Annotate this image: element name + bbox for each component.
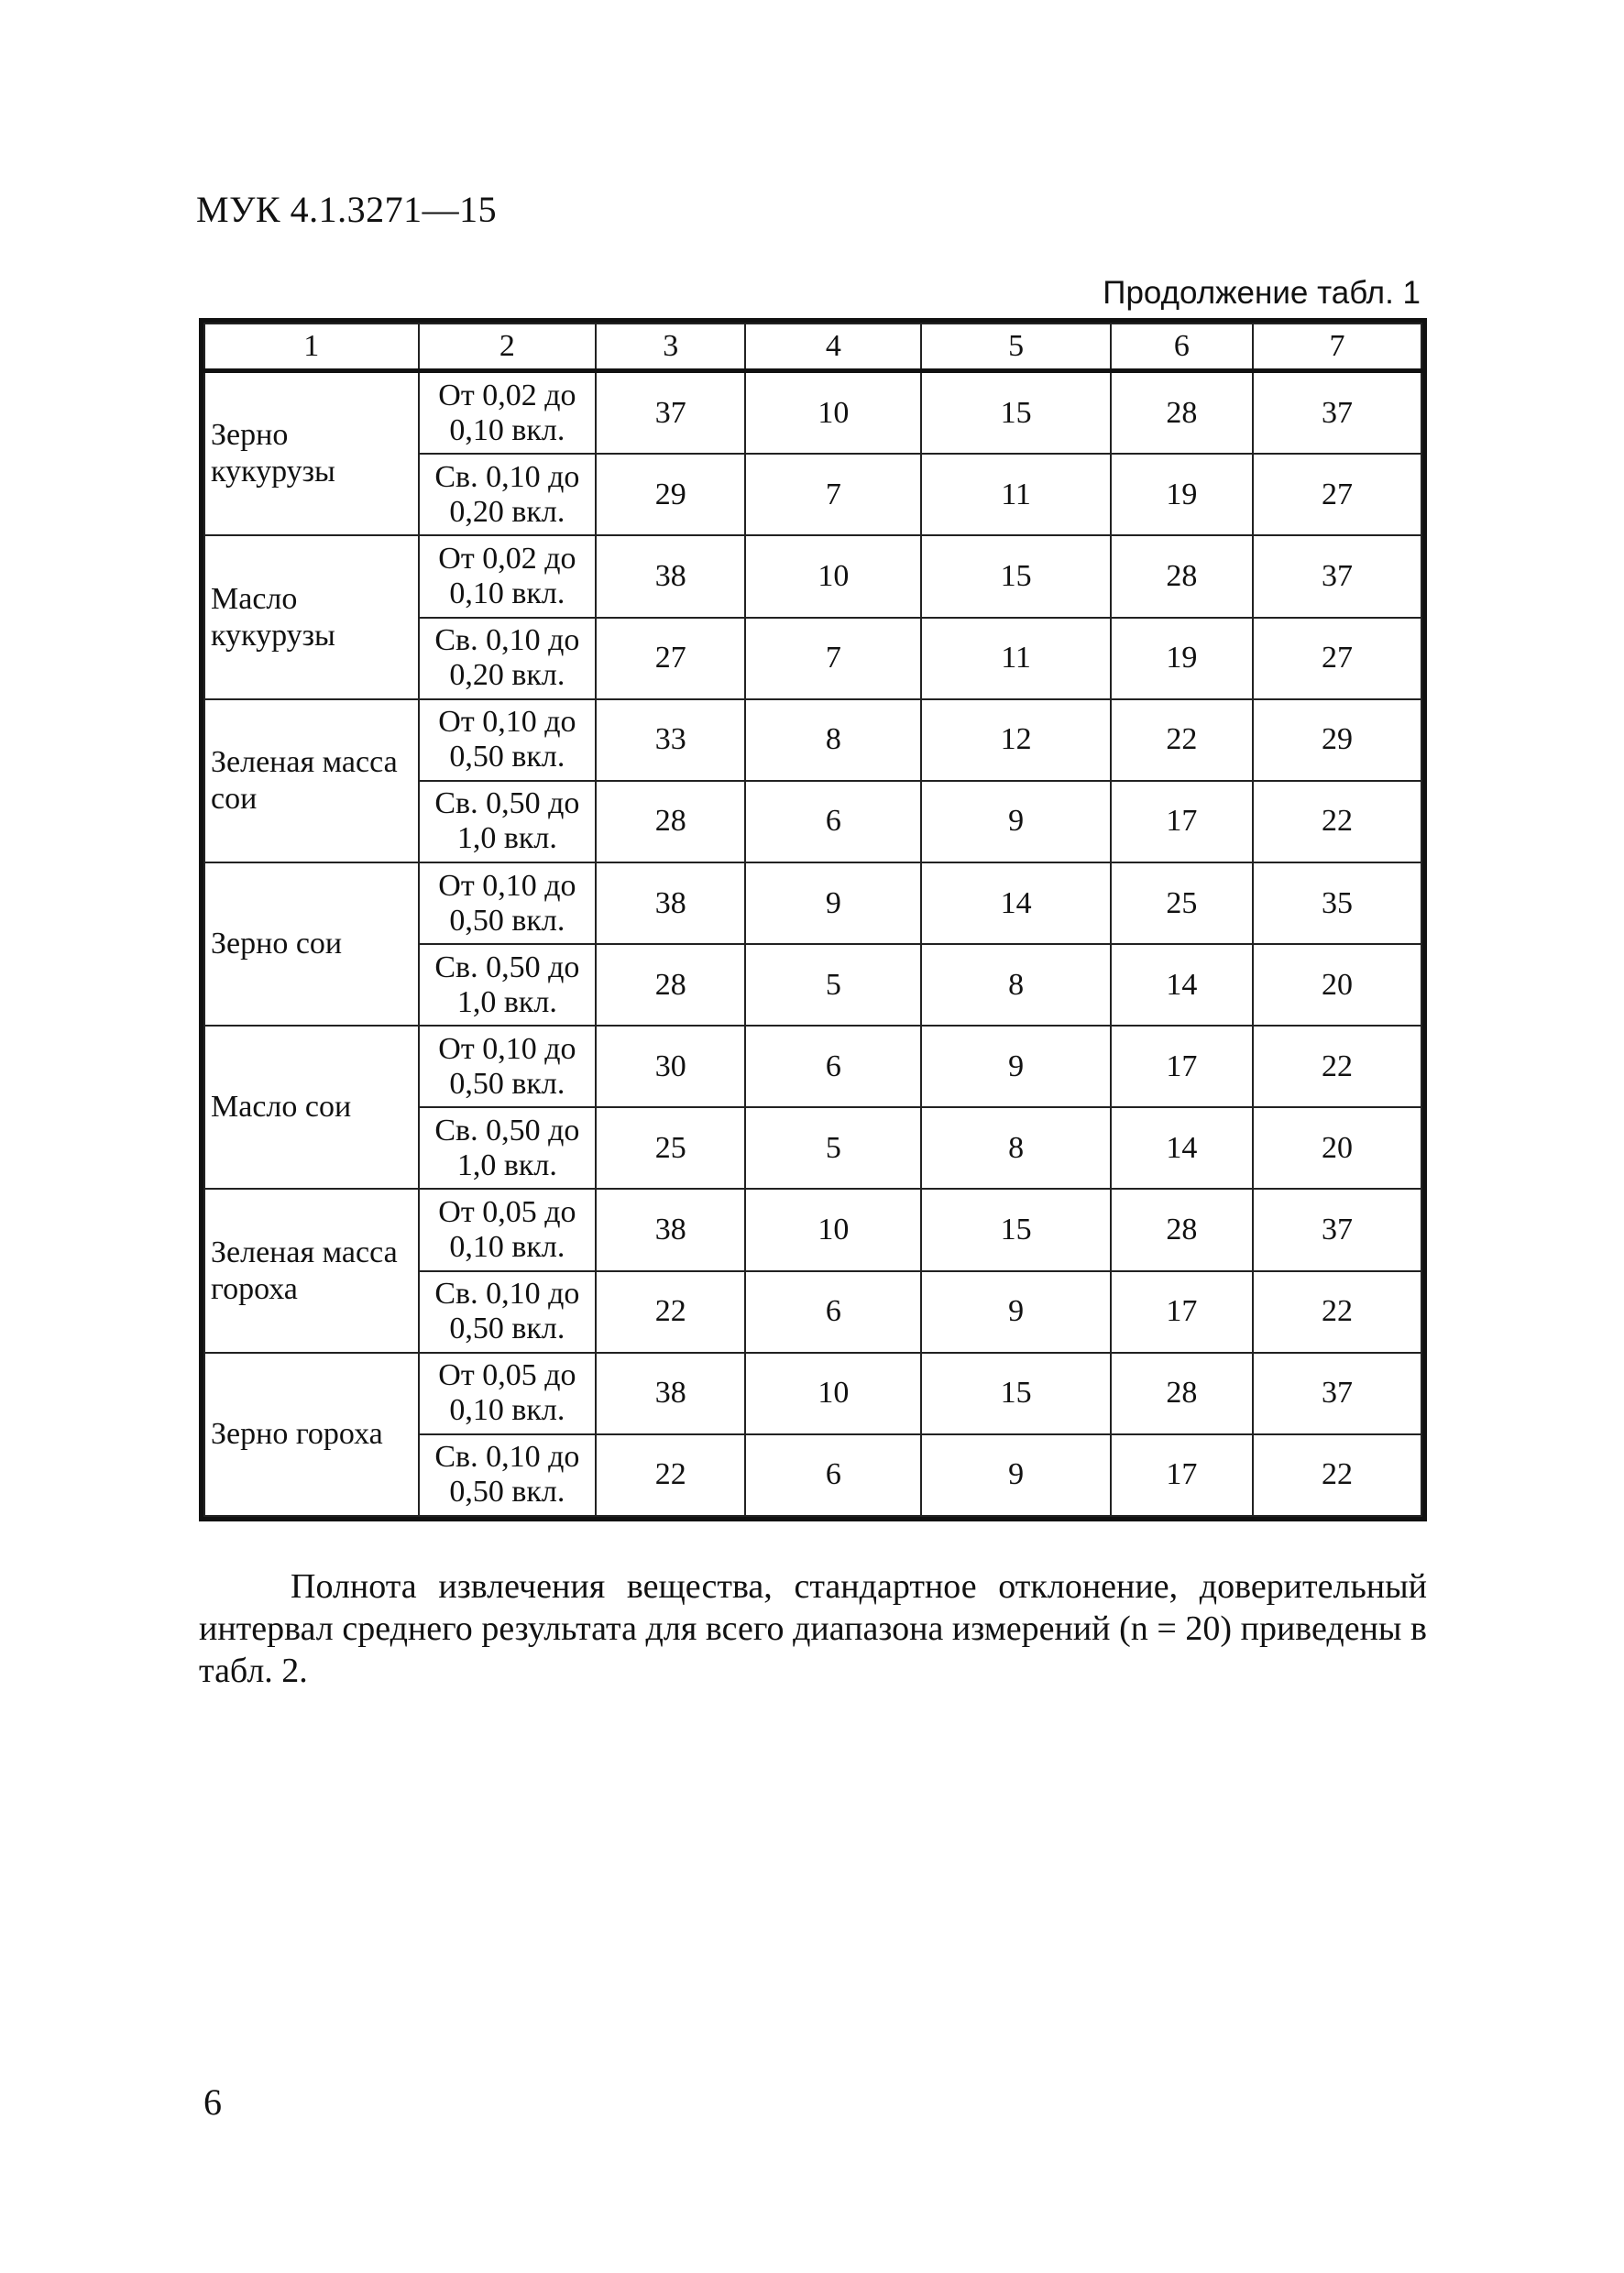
body-paragraph — [199, 1565, 1427, 1692]
value-cell: 22 — [596, 1434, 745, 1516]
value-cell: 9 — [921, 781, 1110, 862]
value-cell: 6 — [745, 1026, 921, 1107]
value-cell: 20 — [1253, 1107, 1421, 1189]
value-cell: 30 — [596, 1026, 745, 1107]
value-cell: 19 — [1111, 454, 1253, 535]
concentration-range-cell: Св. 0,10 до 0,20 вкл. — [419, 618, 597, 699]
value-cell: 10 — [745, 1189, 921, 1270]
table-continuation-label: Продолжение табл. 1 — [1103, 275, 1421, 311]
value-cell: 28 — [596, 944, 745, 1026]
concentration-range-cell: Св. 0,50 до 1,0 вкл. — [419, 944, 597, 1026]
concentration-range-cell: Св. 0,50 до 1,0 вкл. — [419, 781, 597, 862]
value-cell: 27 — [596, 618, 745, 699]
concentration-range-cell: От 0,05 до 0,10 вкл. — [419, 1189, 597, 1270]
concentration-range-cell: От 0,05 до 0,10 вкл. — [419, 1353, 597, 1434]
data-table — [203, 323, 1422, 1517]
value-cell: 10 — [745, 371, 921, 455]
value-cell: 38 — [596, 535, 745, 617]
table-row — [204, 1026, 1421, 1107]
concentration-range-cell: Св. 0,10 до 0,50 вкл. — [419, 1271, 597, 1353]
concentration-range-cell: От 0,02 до 0,10 вкл. — [419, 371, 597, 455]
product-name-cell: Масло кукурузы — [204, 535, 419, 698]
concentration-range-cell: От 0,10 до 0,50 вкл. — [419, 1026, 597, 1107]
column-header: 5 — [921, 324, 1110, 371]
value-cell: 14 — [921, 862, 1110, 944]
column-header: 3 — [596, 324, 745, 371]
value-cell: 28 — [1111, 371, 1253, 455]
table-row — [204, 862, 1421, 944]
product-name-cell: Зеленая масса гороха — [204, 1189, 419, 1352]
value-cell: 22 — [1253, 1434, 1421, 1516]
value-cell: 8 — [745, 699, 921, 781]
value-cell: 25 — [1111, 862, 1253, 944]
value-cell: 37 — [596, 371, 745, 455]
value-cell: 37 — [1253, 535, 1421, 617]
value-cell: 5 — [745, 944, 921, 1026]
product-name-cell: Масло сои — [204, 1026, 419, 1189]
value-cell: 38 — [596, 1353, 745, 1434]
value-cell: 35 — [1253, 862, 1421, 944]
value-cell: 15 — [921, 1189, 1110, 1270]
column-header: 2 — [419, 324, 597, 371]
value-cell: 27 — [1253, 454, 1421, 535]
value-cell: 19 — [1111, 618, 1253, 699]
data-table-frame — [199, 318, 1427, 1521]
concentration-range-cell: От 0,02 до 0,10 вкл. — [419, 535, 597, 617]
table-row — [204, 699, 1421, 781]
value-cell: 9 — [921, 1434, 1110, 1516]
value-cell: 5 — [745, 1107, 921, 1189]
product-name-cell: Зерно гороха — [204, 1353, 419, 1516]
value-cell: 9 — [745, 862, 921, 944]
value-cell: 8 — [921, 944, 1110, 1026]
value-cell: 17 — [1111, 1271, 1253, 1353]
concentration-range-cell: Св. 0,10 до 0,20 вкл. — [419, 454, 597, 535]
product-name-cell: Зерно кукурузы — [204, 371, 419, 536]
value-cell: 8 — [921, 1107, 1110, 1189]
concentration-range-cell: Св. 0,50 до 1,0 вкл. — [419, 1107, 597, 1189]
column-header: 6 — [1111, 324, 1253, 371]
value-cell: 7 — [745, 454, 921, 535]
table-row — [204, 1189, 1421, 1270]
column-header: 1 — [204, 324, 419, 371]
page-number: 6 — [203, 2081, 222, 2123]
value-cell: 11 — [921, 618, 1110, 699]
table-row — [204, 535, 1421, 617]
product-name-cell: Зеленая масса сои — [204, 699, 419, 862]
table-row — [204, 1353, 1421, 1434]
value-cell: 28 — [1111, 535, 1253, 617]
value-cell: 15 — [921, 371, 1110, 455]
value-cell: 6 — [745, 1434, 921, 1516]
column-header: 4 — [745, 324, 921, 371]
concentration-range-cell: Св. 0,10 до 0,50 вкл. — [419, 1434, 597, 1516]
value-cell: 38 — [596, 862, 745, 944]
value-cell: 22 — [1253, 781, 1421, 862]
column-header: 7 — [1253, 324, 1421, 371]
value-cell: 22 — [1111, 699, 1253, 781]
value-cell: 17 — [1111, 1026, 1253, 1107]
value-cell: 11 — [921, 454, 1110, 535]
value-cell: 9 — [921, 1026, 1110, 1107]
value-cell: 15 — [921, 1353, 1110, 1434]
paragraph-text: Полнота извлечения вещества, стандартное отклонение, доверительный интервал среднего результата для всего диапазона измерений (n = 20) приведены в табл. 2. — [199, 1567, 1427, 1690]
value-cell: 28 — [1111, 1189, 1253, 1270]
concentration-range-cell: От 0,10 до 0,50 вкл. — [419, 862, 597, 944]
concentration-range-cell: От 0,10 до 0,50 вкл. — [419, 699, 597, 781]
value-cell: 12 — [921, 699, 1110, 781]
value-cell: 37 — [1253, 1353, 1421, 1434]
table-row — [204, 371, 1421, 455]
value-cell: 15 — [921, 535, 1110, 617]
value-cell: 37 — [1253, 371, 1421, 455]
value-cell: 9 — [921, 1271, 1110, 1353]
value-cell: 22 — [596, 1271, 745, 1353]
value-cell: 20 — [1253, 944, 1421, 1026]
value-cell: 28 — [1111, 1353, 1253, 1434]
value-cell: 17 — [1111, 781, 1253, 862]
product-name-cell: Зерно сои — [204, 862, 419, 1026]
value-cell: 22 — [1253, 1026, 1421, 1107]
value-cell: 25 — [596, 1107, 745, 1189]
value-cell: 37 — [1253, 1189, 1421, 1270]
value-cell: 29 — [596, 454, 745, 535]
document-code: МУК 4.1.3271—15 — [196, 189, 498, 230]
value-cell: 29 — [1253, 699, 1421, 781]
value-cell: 10 — [745, 1353, 921, 1434]
value-cell: 14 — [1111, 1107, 1253, 1189]
value-cell: 17 — [1111, 1434, 1253, 1516]
value-cell: 6 — [745, 781, 921, 862]
value-cell: 14 — [1111, 944, 1253, 1026]
table-header-row — [204, 324, 1421, 371]
value-cell: 6 — [745, 1271, 921, 1353]
value-cell: 28 — [596, 781, 745, 862]
value-cell: 33 — [596, 699, 745, 781]
value-cell: 7 — [745, 618, 921, 699]
value-cell: 27 — [1253, 618, 1421, 699]
value-cell: 10 — [745, 535, 921, 617]
value-cell: 38 — [596, 1189, 745, 1270]
value-cell: 22 — [1253, 1271, 1421, 1353]
